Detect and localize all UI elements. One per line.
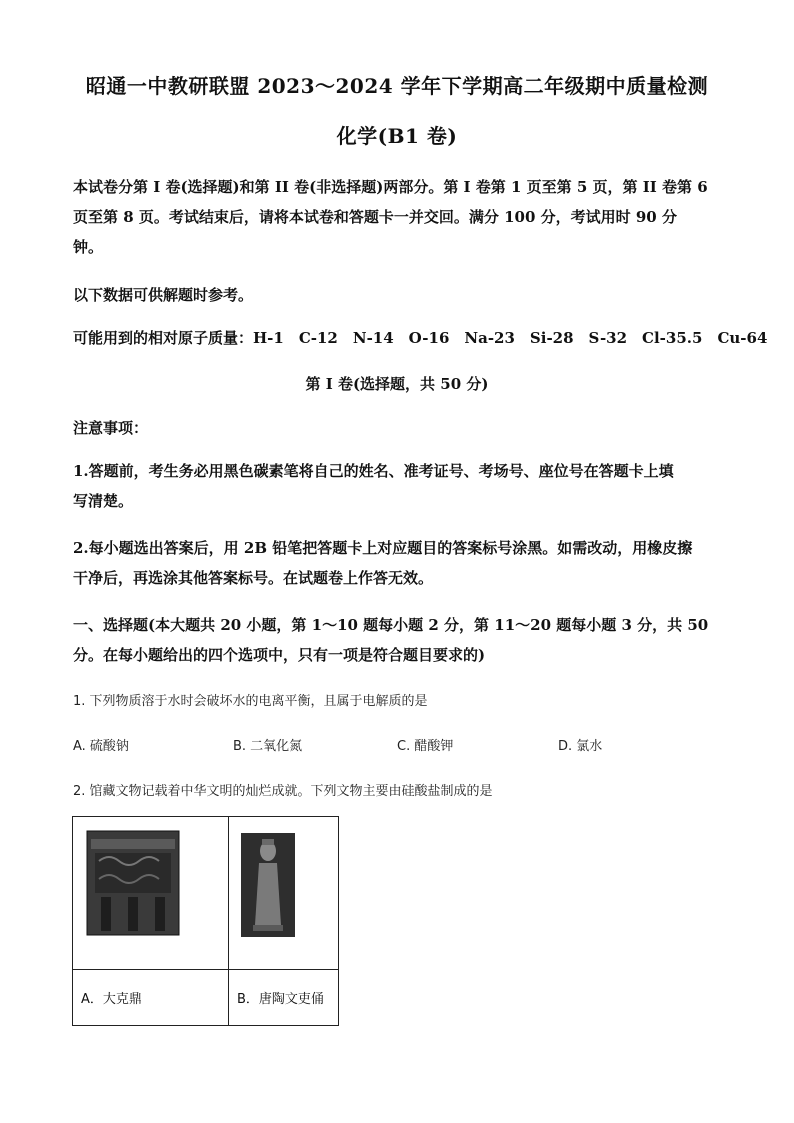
pottery-figurine-image <box>229 817 338 965</box>
q1-option-b: B. 二氧化氮 <box>233 739 303 754</box>
exam-title: 昭通一中教研联盟 2023～2024 学年下学期高二年级期中质量检测 <box>85 74 709 98</box>
part1-line: 一、选择题(本大题共 20 小题，第 1～10 题每小题 2 分，第 11～20 题每小题 3 分，共 50 <box>73 616 709 634</box>
notice-item-1 <box>73 456 723 516</box>
exam-subtitle: 化学(B1 卷) <box>336 124 458 148</box>
reference-note: 以下数据可供解题时参考。 <box>73 286 254 304</box>
question-1-stem: 1. 下列物质溶于水时会破坏水的电离平衡，且属于电解质的是 <box>73 694 428 709</box>
q1-option-a: A. 硫酸钠 <box>73 739 129 754</box>
part1-instructions <box>73 610 723 670</box>
q1-option-d: D. 氯水 <box>558 739 603 754</box>
artifact-label-a: A．大克鼎 <box>73 970 229 1026</box>
notice-line: 2.每小题选出答案后，用 2B 铅笔把答题卡上对应题目的答案标号涂黑。如需改动，用橡皮擦 <box>73 539 693 557</box>
intro-line: 钟。 <box>73 238 104 256</box>
section-title: 第 I 卷(选择题，共 50 分) <box>305 375 489 393</box>
notice-heading: 注意事项： <box>73 419 149 437</box>
bronze-ding-image <box>73 817 228 965</box>
artifact-image-cell-a <box>73 817 229 970</box>
notice-line: 写清楚。 <box>73 492 134 510</box>
atomic-masses: 可能用到的相对原子质量：H-1 C-12 N-14 O-16 Na-23 Si-28 S-32 Cl-35.5 Cu-64 <box>73 329 768 347</box>
question-2-stem: 2. 馆藏文物记载着中华文明的灿烂成就。下列文物主要由硅酸盐制成的是 <box>73 784 493 799</box>
notice-item-2 <box>73 533 733 593</box>
intro-line: 本试卷分第 I 卷(选择题)和第 II 卷(非选择题)两部分。第 I 卷第 1 页至第 5 页，第 II 卷第 6 <box>73 178 708 196</box>
artifact-table <box>72 816 339 1026</box>
notice-line: 1.答题前，考生务必用黑色碳素笔将自己的姓名、准考证号、考场号、座位号在答题卡上填 <box>73 462 674 480</box>
artifact-label-b: B．唐陶文吏俑 <box>229 970 339 1026</box>
notice-line: 干净后，再选涂其他答案标号。在试题卷上作答无效。 <box>73 569 434 587</box>
part1-line: 分。在每小题给出的四个选项中，只有一项是符合题目要求的) <box>73 646 486 664</box>
intro-paragraph <box>73 172 723 262</box>
artifact-image-cell-b <box>229 817 339 970</box>
q1-option-c: C. 醋酸钾 <box>397 739 454 754</box>
intro-line: 页至第 8 页。考试结束后，请将本试卷和答题卡一并交回。满分 100 分，考试用时 90 分 <box>73 208 677 226</box>
